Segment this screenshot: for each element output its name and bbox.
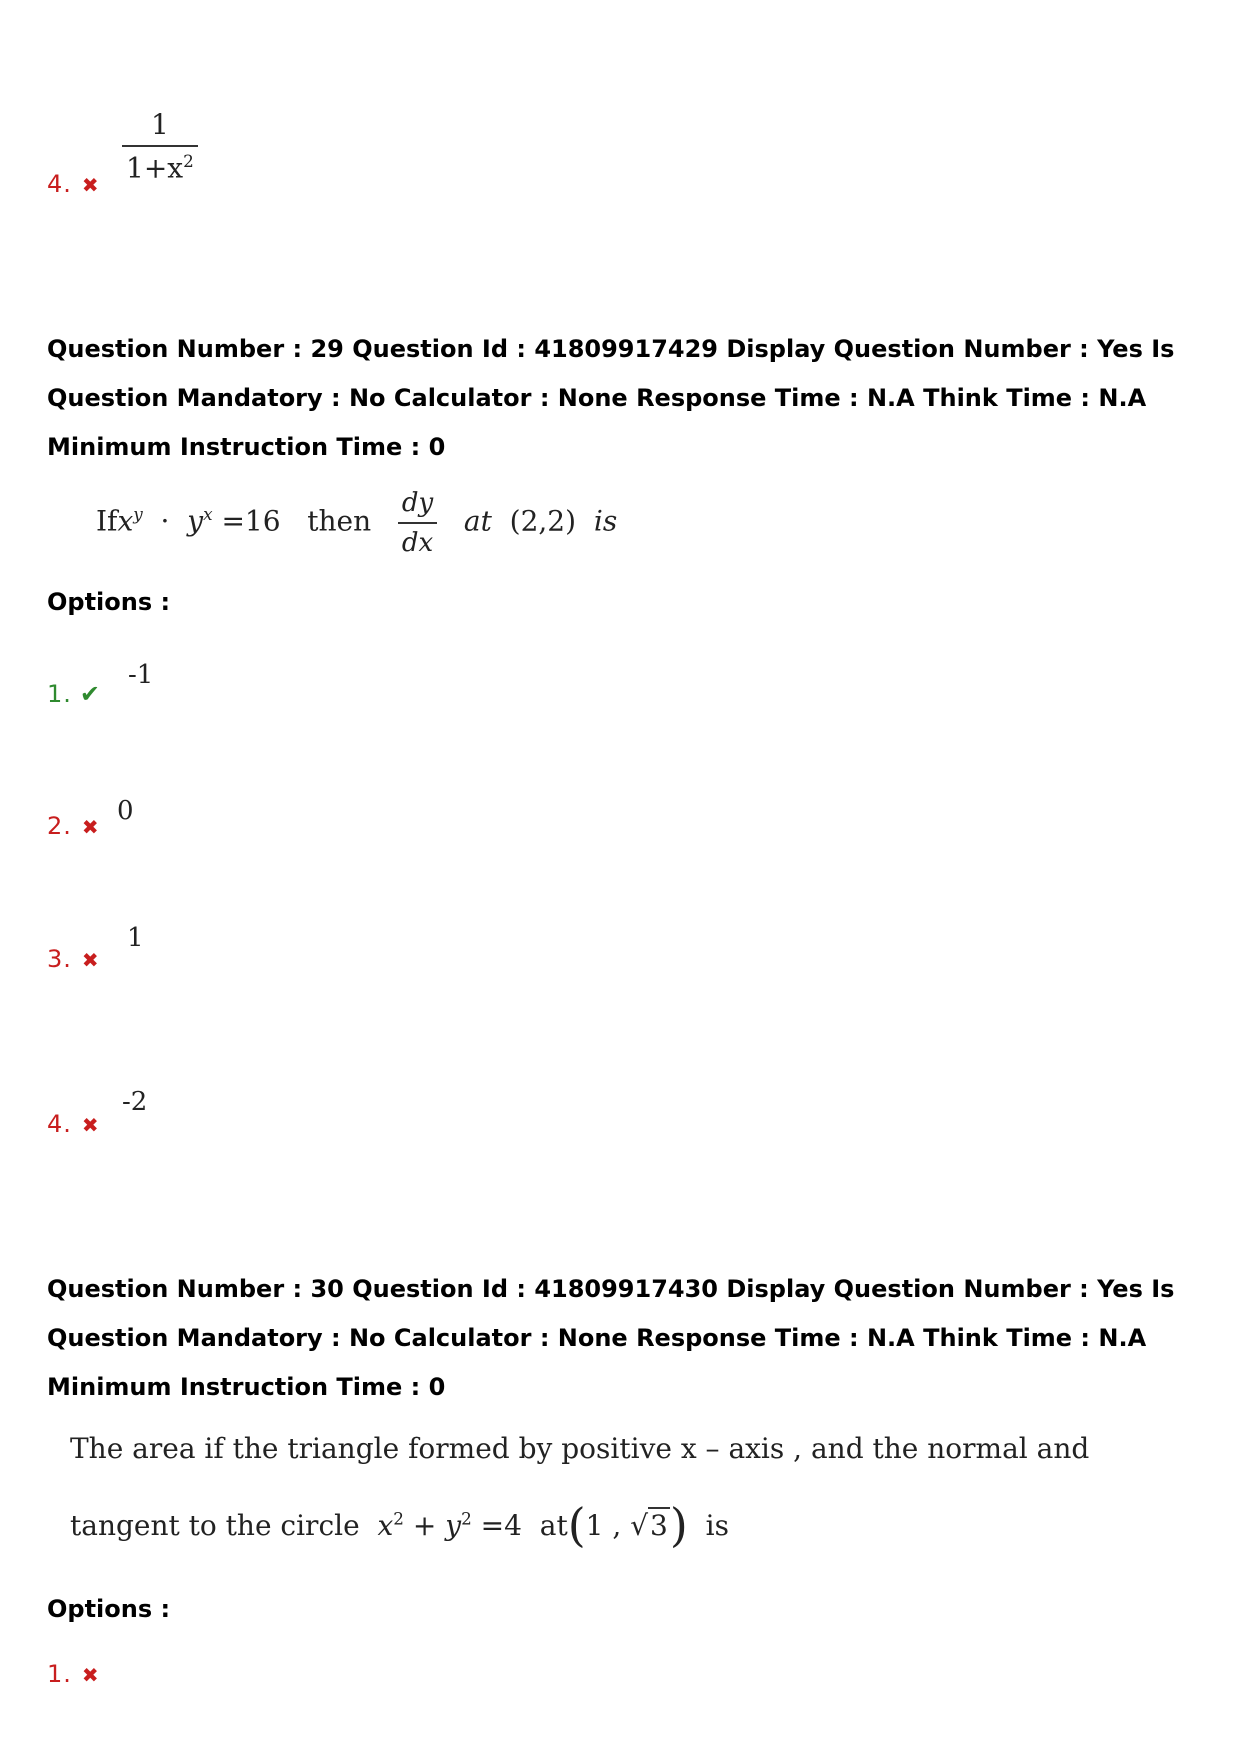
option-2-value: 0 (117, 796, 134, 826)
math-var: x (377, 1509, 394, 1542)
fraction-numerator: dy (401, 488, 434, 518)
options-label: Options : (47, 588, 171, 616)
stem-text: is (705, 1509, 729, 1542)
option-4 (47, 1110, 100, 1138)
fraction-denominator: dx (398, 522, 437, 558)
options-label: Options : (47, 1595, 171, 1623)
fraction-denominator: 1+x (126, 151, 184, 185)
exponent: x (203, 504, 213, 525)
option-number: 4. (47, 1110, 72, 1138)
option-number: 1. (47, 680, 72, 708)
stem-text: then (307, 504, 372, 538)
question-30-stem-line1: The area if the triangle formed by positive x – axis , and the normal and (70, 1432, 1090, 1465)
wrong-mark-icon: ✖ (81, 948, 100, 972)
option-1 (47, 1660, 100, 1688)
question-29-stem (96, 488, 617, 558)
question-30-header: Question Number : 30 Question Id : 41809917430 Display Question Number : Yes Is Question Mandatory : No Calculator : None Response Time : N.A Think Time : N.A Minimum Instruction Time : 0 (47, 1275, 1175, 1401)
option-2 (47, 812, 100, 840)
exponent: 2 (393, 1508, 404, 1529)
stem-text: at (539, 1509, 568, 1542)
sqrt-radicand: 3 (650, 1509, 668, 1542)
option-1-value: -1 (128, 660, 154, 690)
math-point: (2,2) (509, 504, 577, 538)
wrong-mark-icon: ✖ (81, 1113, 100, 1137)
correct-check-icon: ✔ (79, 680, 102, 708)
option-number: 4. (47, 170, 72, 198)
math-op: =16 (221, 504, 281, 538)
fraction-numerator: 1 (150, 108, 169, 141)
wrong-mark-icon: ✖ (81, 815, 100, 839)
question-29-header: Question Number : 29 Question Id : 41809917429 Display Question Number : Yes Is Question Mandatory : No Calculator : None Response Time : N.A Think Time : N.A Minimum Instruction Time : 0 (47, 335, 1175, 461)
math-op: + (412, 1509, 437, 1542)
option-4-prev (47, 170, 100, 198)
option-number: 3. (47, 945, 72, 973)
math-op: , (612, 1509, 622, 1542)
option-3-value: 1 (127, 923, 144, 953)
option-1 (47, 680, 101, 708)
math-value: 1 (585, 1509, 604, 1542)
math-op: =4 (480, 1509, 522, 1542)
math-var: x (117, 504, 134, 538)
option-3 (47, 945, 100, 973)
question-30-stem-line2: tangent to the circle $x^2 + y^2 =4$ at(1 , √3) is (70, 1498, 729, 1552)
math-op: · (160, 504, 170, 538)
option-4-value: -2 (122, 1087, 148, 1117)
option-4-prev-math (122, 108, 198, 184)
exponent: y (133, 504, 143, 525)
option-number: 1. (47, 1660, 72, 1688)
exponent: 2 (183, 151, 194, 171)
math-var: y (445, 1509, 462, 1542)
stem-text: tangent to the circle (70, 1509, 360, 1542)
stem-text: If (96, 504, 118, 538)
stem-text: at (463, 504, 492, 538)
wrong-mark-icon: ✖ (81, 1663, 100, 1687)
exponent: 2 (461, 1508, 472, 1529)
wrong-mark-icon: ✖ (81, 173, 100, 197)
stem-text: is (593, 504, 618, 538)
math-var: y (187, 504, 204, 538)
option-number: 2. (47, 812, 72, 840)
